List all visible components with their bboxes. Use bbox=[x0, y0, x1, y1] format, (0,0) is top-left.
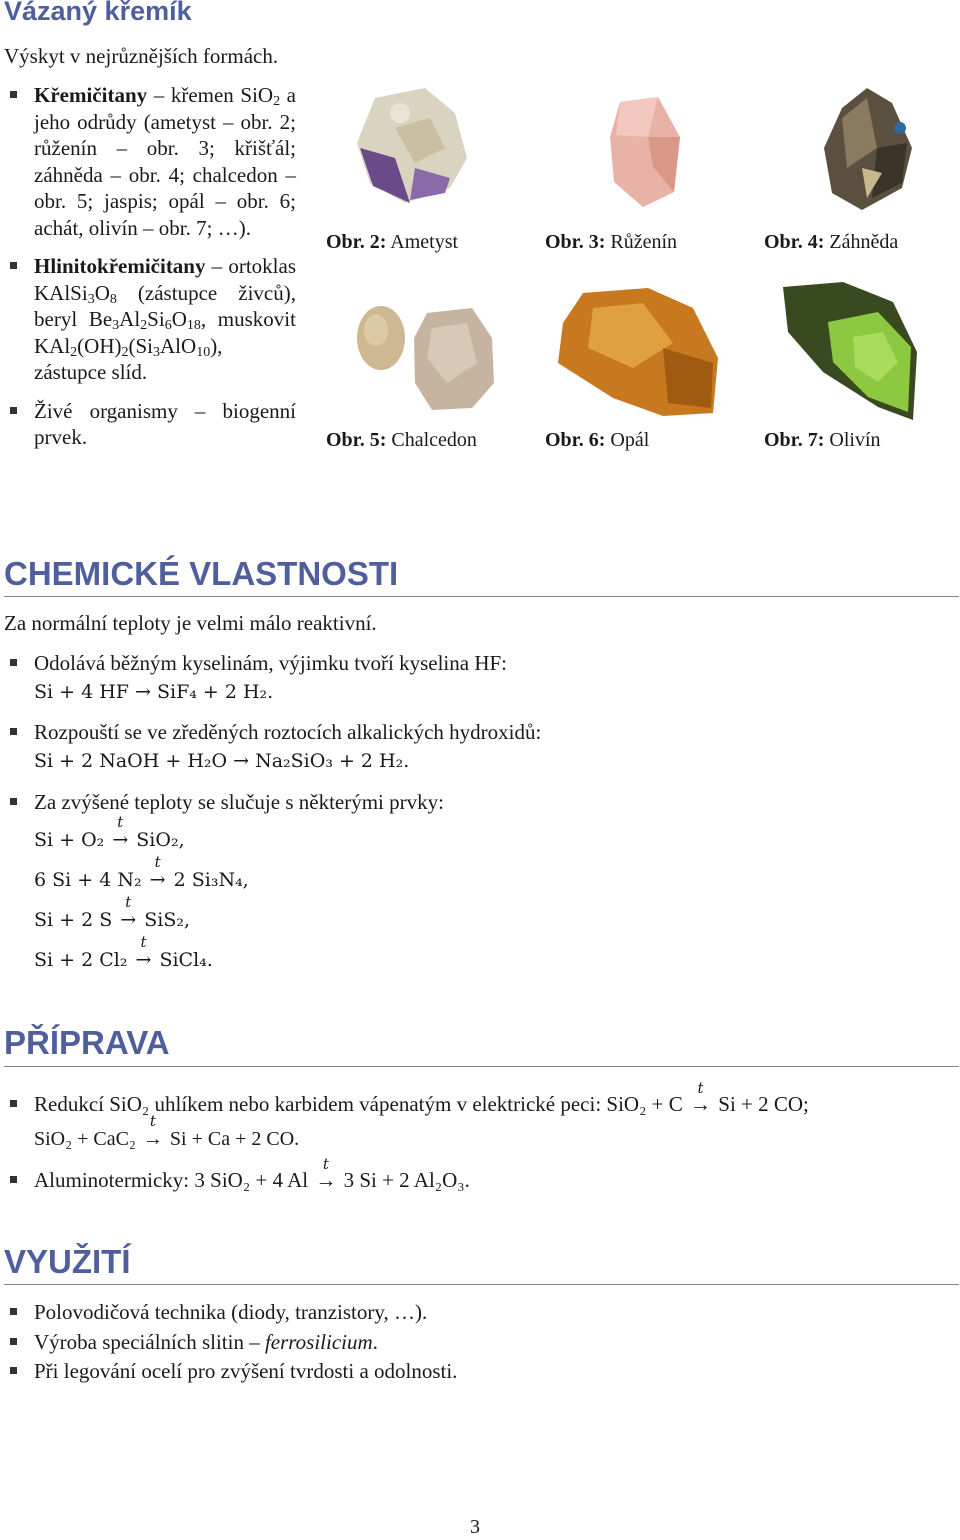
heading-rule bbox=[4, 1284, 959, 1285]
prep-equation-carbide: SiO₂ + CaC₂ t → Si + Ca + 2 CO. bbox=[34, 1112, 300, 1150]
heading-rule bbox=[4, 596, 959, 597]
page-number: 3 bbox=[470, 1516, 480, 1538]
list-item: Hlinitokřemičitany – ortoklas $KAlSi_3O_8$ (zástupce živců), beryl $Be_3Al_2Si_6O_{18}$, muskovit $KAl_2(OH)_2(Si_3AlO_{10})$, zástupce slíd. bbox=[4, 253, 296, 386]
list-item: Redukcí SiO₂ uhlíkem nebo karbidem vápenatým v elektrické peci: SiO₂ + C t → Si + 2 CO; bbox=[4, 1091, 959, 1118]
equation-nitrogen: 6 Si + 4 N₂ t → 2 Si₃N₄, bbox=[34, 853, 249, 891]
list-item: Za zvýšené teploty se slučuje s některými prvky: bbox=[4, 789, 944, 816]
chem-list-1 bbox=[4, 650, 944, 677]
chem-list-2 bbox=[4, 719, 944, 746]
chalcedon-large-image bbox=[412, 308, 496, 411]
olivine-image bbox=[783, 282, 919, 422]
usage-list bbox=[4, 1299, 944, 1385]
list-item: Křemičitany – křemen SiO$_2$ a jeho odrůdy (ametyst – obr. 2; růženín – obr. 3; křišťál; záhněda – obr. 4; chalcedon – obr. 5; jaspis; opál – obr. 6; achát, olivín – obr. 7; …). bbox=[4, 82, 296, 241]
equation-hf: Si + 4 HF → SiF₄ + 2 H₂. bbox=[34, 681, 274, 703]
heading-chemical-properties: CHEMICKÉ VLASTNOSTI bbox=[4, 555, 399, 592]
smoky-quartz-image bbox=[822, 88, 916, 212]
caption-opal: Obr. 6: Opál bbox=[545, 429, 650, 451]
list-item: Živé organismy – biogenní prvek. bbox=[4, 398, 296, 451]
heading-usage: VYUŽITÍ bbox=[4, 1243, 131, 1280]
chem-intro: Za normální teploty je velmi málo reaktivní. bbox=[4, 611, 377, 635]
list-item: Odolává běžným kyselinám, výjimku tvoří kyselina HF: bbox=[4, 650, 944, 677]
caption-amethyst: Obr. 2: Ametyst bbox=[326, 231, 459, 253]
list-item: Aluminotermicky: 3 SiO₂ + 4 Al t → 3 Si + 2 Al₂O₃. bbox=[4, 1167, 959, 1194]
rose-quartz-image bbox=[608, 97, 684, 209]
list-item: Výroba speciálních slitin – ferrosilicium. bbox=[4, 1329, 944, 1356]
list-item: Při legování ocelí pro zvýšení tvrdosti a odolnosti. bbox=[4, 1358, 944, 1385]
heading-preparation: PŘÍPRAVA bbox=[4, 1024, 170, 1061]
caption-smoky-quartz: Obr. 4: Záhněda bbox=[764, 231, 899, 253]
equation-oxygen: Si + O₂ t → SiO₂, bbox=[34, 813, 185, 851]
caption-chalcedon: Obr. 5: Chalcedon bbox=[326, 429, 477, 451]
section-title-bound-silicon: Vázaný křemík bbox=[4, 0, 192, 26]
list-item: Polovodičová technika (diody, tranzistory, …). bbox=[4, 1299, 944, 1326]
opal-image bbox=[553, 288, 721, 418]
caption-olivine: Obr. 7: Olivín bbox=[764, 429, 881, 451]
prep-list bbox=[4, 1079, 959, 1118]
prep-list-2 bbox=[4, 1155, 959, 1194]
equation-sulfur: Si + 2 S t → SiS₂, bbox=[34, 893, 191, 931]
chalcedon-small-image bbox=[356, 305, 406, 371]
amethyst-image bbox=[355, 88, 470, 206]
chem-list-3 bbox=[4, 789, 944, 816]
intro-text: Výskyt v nejrůznějších formách. bbox=[4, 44, 279, 68]
heading-rule bbox=[4, 1066, 959, 1067]
equation-chlorine: Si + 2 Cl₂ t → SiCl₄. bbox=[34, 933, 213, 971]
equation-naoh: Si + 2 NaOH + H₂O → Na₂SiO₃ + 2 H₂. bbox=[34, 750, 410, 772]
list-item: Rozpouští se ve zředěných roztocích alkalických hydroxidů: bbox=[4, 719, 944, 746]
caption-rose-quartz: Obr. 3: Růženín bbox=[545, 231, 678, 253]
occurrence-list bbox=[4, 82, 296, 463]
